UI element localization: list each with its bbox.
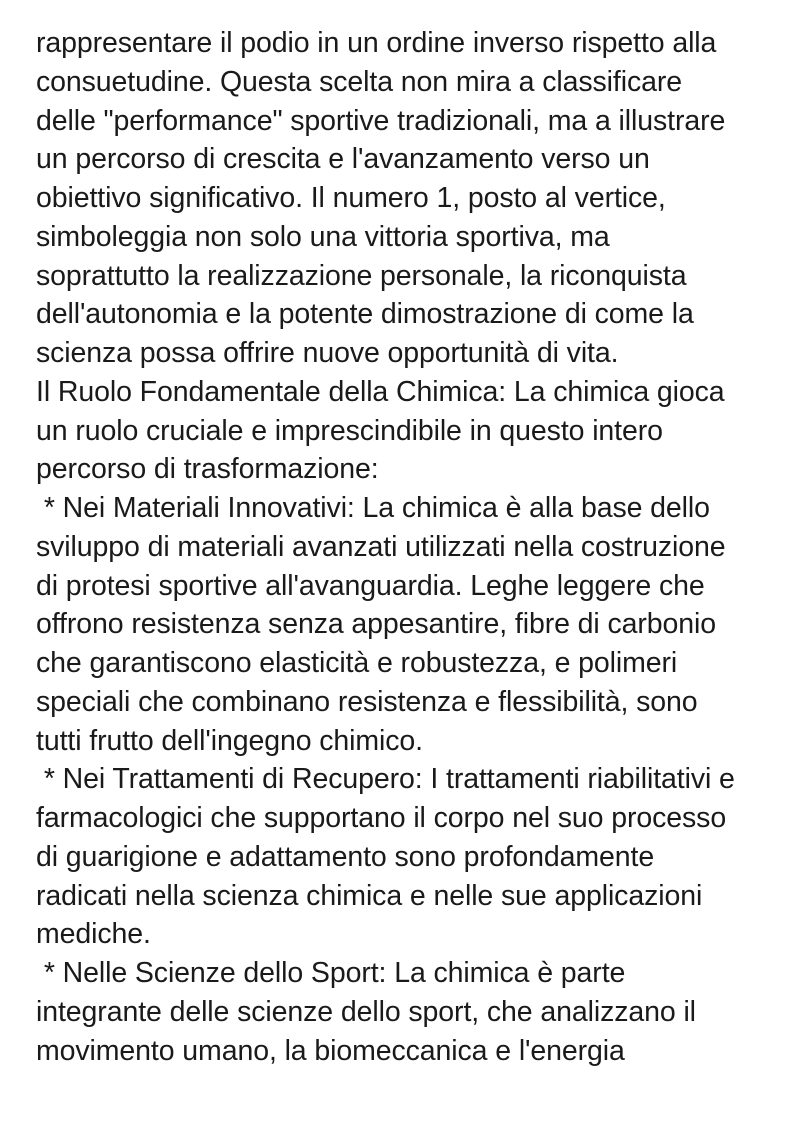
section-heading-line: Il Ruolo Fondamentale della Chimica: La chimica gioca [36, 375, 725, 408]
text-line: dell'autonomia e la potente dimostrazione di come la [36, 298, 694, 331]
text-line: integrante delle scienze dello sport, che analizzano il [36, 995, 696, 1028]
text-line: simboleggia non solo una vittoria sportiva, ma [36, 220, 610, 253]
text-line: che garantiscono elasticità e robustezza, e polimeri [36, 647, 678, 679]
bullet-line: * Nei Trattamenti di Recupero: I trattamenti riabilitativi e [36, 763, 735, 796]
text-line: mediche. [36, 918, 151, 951]
text-line: offrono resistenza senza appesantire, fibre di carbonio [36, 608, 716, 641]
text-line: percorso di trasformazione: [36, 453, 379, 486]
text-line: delle "performance" sportive tradizionali, ma a illustrare [36, 104, 726, 137]
text-line: obiettivo significativo. Il numero 1, posto al vertice, [36, 182, 666, 214]
text-line: rappresentare il podio in un ordine inverso rispetto alla [36, 27, 717, 59]
text-line: scienza possa offrire nuove opportunità di vita. [36, 337, 619, 369]
text-line: di protesi sportive all'avanguardia. Leghe leggere che [36, 569, 705, 602]
bullet-line: * Nelle Scienze dello Sport: La chimica è parte [36, 957, 626, 989]
text-line: di guarigione e adattamento sono profondamente [36, 840, 655, 873]
text-line: consuetudine. Questa scelta non mira a classificare [36, 65, 682, 98]
document-text [36, 24, 780, 1070]
text-line: speciali che combinano resistenza e flessibilità, sono [36, 685, 698, 718]
text-line: radicati nella scienza chimica e nelle sue applicazioni [36, 879, 703, 912]
text-line: sviluppo di materiali avanzati utilizzati nella costruzione [36, 530, 726, 563]
text-line: un percorso di crescita e l'avanzamento verso un [36, 143, 650, 176]
text-line: tutti frutto dell'ingegno chimico. [36, 724, 424, 757]
text-line: un ruolo cruciale e imprescindibile in questo intero [36, 414, 663, 447]
text-line: farmacologici che supportano il corpo nel suo processo [36, 802, 727, 834]
text-line: soprattutto la realizzazione personale, la riconquista [36, 259, 687, 292]
text-line: movimento umano, la biomeccanica e l'energia [36, 1034, 625, 1067]
bullet-line: * Nei Materiali Innovativi: La chimica è alla base dello [36, 492, 710, 524]
